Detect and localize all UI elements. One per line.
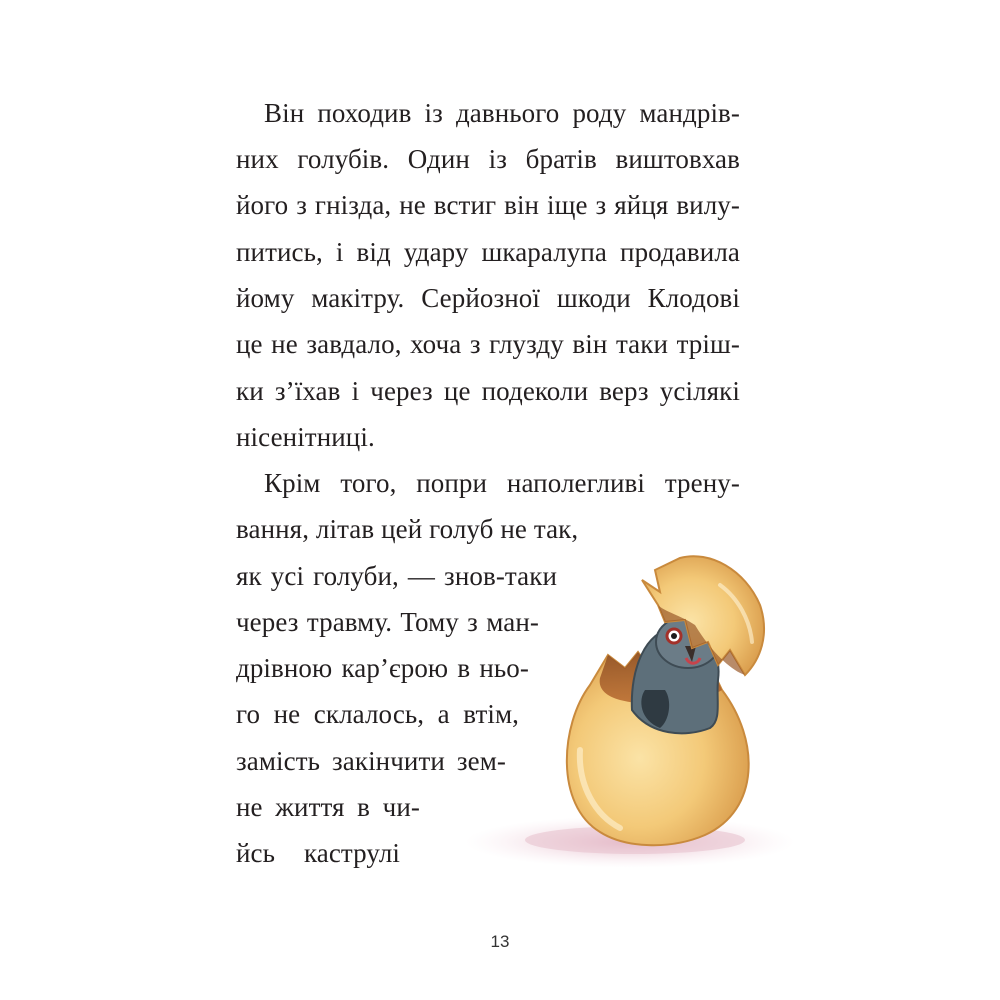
text-line: через травму. Тому з ман- bbox=[236, 607, 539, 637]
text-line: дрівною кар’єрою в ньо- bbox=[236, 653, 529, 683]
text-line: питись, і від удару шкаралупа продавила bbox=[236, 237, 740, 267]
text-line: не життя в чи- bbox=[236, 792, 420, 822]
text-line: йсь каструлі bbox=[236, 838, 400, 868]
text-line: ки з’їхав і через це подеколи верз усілякі bbox=[236, 376, 740, 406]
text-line: це не завдало, хоча з глузду він таки тріш- bbox=[236, 329, 740, 359]
text-line: нісенітниці. bbox=[236, 422, 375, 452]
page-number: 13 bbox=[490, 932, 510, 951]
text-line: них голубів. Один із братів виштовхав bbox=[236, 144, 740, 174]
text-line: як усі голуби, — знов-таки bbox=[236, 561, 557, 591]
text-line: вання, літав цей голуб не так, bbox=[236, 514, 579, 544]
text-line: йому макітру. Серйозної шкоди Клодові bbox=[236, 283, 740, 313]
text-line: го не склалось, а втім, bbox=[236, 699, 519, 729]
text-line: Крім того, попри наполегливі трену- bbox=[264, 468, 740, 498]
text-line: його з гнізда, не встиг він іще з яйця вилу- bbox=[236, 190, 740, 220]
text-line: Він походив із давнього роду мандрів- bbox=[264, 98, 740, 128]
pigeon-in-egg-illustration bbox=[460, 550, 800, 870]
text-line: замість закінчити зем- bbox=[236, 746, 506, 776]
